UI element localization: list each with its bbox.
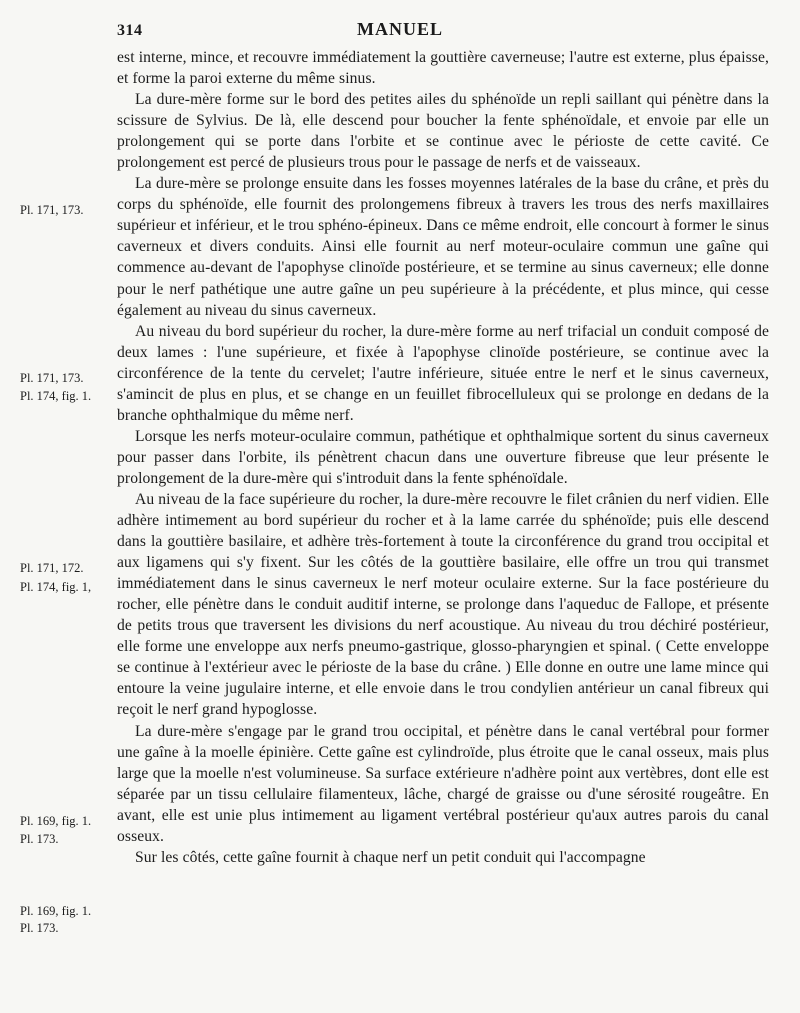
paragraph: Au niveau du bord supérieur du rocher, la dure-mère forme au nerf trifacial un conduit composé de deux lames : l'une supérieure, et fixée à l'apophyse clinoïde postérieure, se continue avec la circonférence de la tente du cervelet; l'autre inférieure, située entre le nerf et le sinus caverneux, s'amincit de plus en plus, et se change en un feuillet fibrocelluleux qui se prolonge en dedans de la branche ophthalmique du même nerf. [117,322,769,424]
paragraph: Sur les côtés, cette gaîne fournit à chaque nerf un petit conduit qui l'accompagne [135,848,646,866]
paragraph: Lorsque les nerfs moteur-oculaire commun, pathétique et ophthalmique sortent du sinus caverneux pour passer dans l'orbite, ils pénètrent chacun dans une ouverture fibreuse que leur présente le prolongement de la dure-mère qui s'introduit dans la fente sphénoïdale. [117,427,769,487]
paragraph: La dure-mère s'engage par le grand trou occipital, et pénètre dans le canal vertébral pour former une gaîne à la moelle épinière. Cette gaîne est cylindroïde, plus étroite que le canal osseux, mais plus large que la moelle n'est volumineuse. Sa surface extérieure n'adhère point aux vertèbres, dont elle est séparée par un tissu cellulaire filamenteux, lâche, chargé de graisse ou d'une sérosité rougeâtre. En avant, elle est unie plus intimement au ligament vertébral postérieur qu'aux autres parois du canal osseux. [117,722,769,845]
paragraph: est interne, mince, et recouvre immédiatement la gouttière caverneuse; l'autre est externe, plus épaisse, et forme la paroi externe du même sinus. [117,49,769,88]
page-number: 314 [117,22,143,39]
margin-note: Pl. 174, fig. 1. [20,389,92,403]
paragraph: La dure-mère se prolonge ensuite dans les fosses moyennes latérales de la base du crâne, et près du corps du sphénoïde, elle fournit des prolongemens fibreux à travers les trous des nerfs maxillaires supérieur et inférieur, et le trou sphéno-épineux. Dans ce même endroit, elle concourt à former le sinus caverneux et divers conduits. Ainsi elle fournit au nerf moteur-oculaire commun une gaîne qui commence au-devant de l'apophyse clinoïde postérieure, et se termine au sinus caverneux; elle donne pour le nerf pathétique une autre gaîne un peu supérieure à la précédente, et plus mince, qui cesse également au niveau du sinus caverneux. [117,175,769,319]
paragraph: La dure-mère forme sur le bord des petites ailes du sphénoïde un repli saillant qui pénètre dans la scissure de Sylvius. De là, elle descend pour boucher la fente sphénoïdale, et envoie par elle un prolongement qui se porte dans l'orbite et se continue avec le périoste de cette cavité. Ce prolongement est percé de plusieurs trous pour le passage de nerfs et de vaisseaux. [117,91,769,172]
running-title: MANUEL [357,19,443,39]
margin-note: Pl. 173. [20,832,59,846]
margin-note: Pl. 171, 172. [20,561,84,575]
margin-note: Pl. 169, fig. 1. [20,814,92,828]
margin-note: Pl. 174, fig. 1, [20,580,92,594]
margin-note: Pl. 171, 173. [20,203,84,217]
margin-note: Pl. 169, fig. 1. [20,904,92,918]
margin-note: Pl. 173. [20,921,59,935]
margin-note: Pl. 171, 173. [20,371,84,385]
paragraph: Au niveau de la face supérieure du rocher, la dure-mère recouvre le filet crânien du nerf vidien. Elle adhère intimement au bord supérieur du rocher et à la lame carrée du sphénoïde; puis elle descend dans la gouttière basilaire, et adhère très-fortement à toute la circonférence du grand trou occipital et aux ligamens qui s'y fixent. Sur les côtés de la gouttière basilaire, elle offre un trou qui transmet immédiatement dans le sinus caverneux le nerf moteur oculaire externe. Sur la face postérieure du rocher, elle pénètre dans le conduit auditif interne, se prolonge dans l'aqueduc de Fallope, et présente de petits trous que traversent les divisions du nerf acoustique. Au niveau du trou déchiré postérieur, elle forme une enveloppe aux nerfs pneumo-gastrique, glosso-pharyngien et spinal. ( Cette enveloppe se continue à l'extérieur avec le périoste de la base du crâne. ) Elle donne en outre une lame mince qui entoure la veine jugulaire interne, et elle envoie dans le trou condylien antérieur un canal fibreux qui reçoit le nerf grand hypoglosse. [117,490,769,719]
body-text [117,47,769,868]
